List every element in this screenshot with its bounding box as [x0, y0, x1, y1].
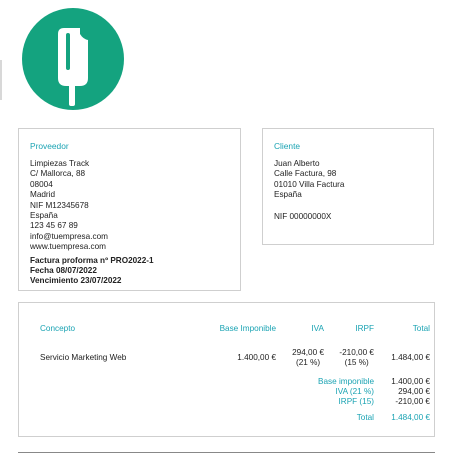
cliente-street: Calle Factura, 98 — [274, 169, 337, 179]
summary-total-value: 1.484,00 € — [391, 413, 430, 422]
invoice-date: Fecha 08/07/2022 — [30, 266, 97, 276]
row-base: 1.400,00 € — [237, 353, 276, 362]
cliente-title: Cliente — [274, 141, 301, 151]
proveedor-email: info@tuempresa.com — [30, 231, 108, 241]
header-concepto: Concepto — [40, 324, 76, 333]
proveedor-street: C/ Mallorca, 88 — [30, 169, 86, 179]
proveedor-website: www.tuempresa.com — [30, 242, 106, 252]
proveedor-title: Proveedor — [30, 141, 69, 151]
header-iva: IVA — [311, 324, 324, 333]
row-irpf-amount: -210,00 € — [339, 348, 374, 357]
proveedor-details — [30, 159, 154, 287]
row-irpf-rate: (15 %) — [344, 358, 369, 368]
proveedor-nif: NIF M12345678 — [30, 200, 89, 210]
invoice-items-card — [18, 302, 435, 437]
cliente-nif: NIF 00000000X — [274, 212, 332, 221]
summary-irpf-value: -210,00 € — [395, 397, 430, 406]
summary-base-value: 1.400,00 € — [391, 377, 430, 386]
row-iva — [292, 348, 324, 369]
invoice-number: Factura proforma nº PRO2022-1 — [30, 255, 154, 265]
cliente-name: Juan Alberto — [274, 159, 320, 168]
summary-iva-label: IVA (21 %) — [335, 387, 374, 396]
bottom-divider — [18, 452, 435, 453]
header-total: Total — [412, 324, 430, 333]
summary-irpf-label: IRPF (15) — [338, 397, 374, 406]
summary-iva-value: 294,00 € — [398, 387, 430, 396]
row-irpf — [339, 348, 374, 369]
popsicle-icon — [22, 8, 124, 110]
cliente-city: 01010 Villa Factura — [274, 179, 345, 189]
row-iva-amount: 294,00 € — [292, 348, 324, 357]
header-base-imponible: Base Imponible — [219, 324, 276, 333]
summary-total-label: Total — [356, 413, 374, 422]
proveedor-country: España — [30, 211, 58, 221]
proveedor-city: Madrid — [30, 190, 56, 200]
summary-base-label: Base imponible — [318, 377, 374, 386]
row-concepto: Servicio Marketing Web — [40, 353, 127, 362]
row-total: 1.484,00 € — [391, 353, 430, 362]
proveedor-card — [18, 128, 241, 291]
company-logo — [22, 8, 124, 110]
cliente-details — [274, 159, 344, 201]
proveedor-postcode: 08004 — [30, 179, 53, 189]
proveedor-phone: 123 45 67 89 — [30, 221, 78, 231]
header-irpf: IRPF — [355, 324, 374, 333]
proveedor-name: Limpiezas Track — [30, 159, 90, 168]
invoice-due-date: Vencimiento 23/07/2022 — [30, 276, 122, 286]
cliente-card — [262, 128, 434, 245]
row-iva-rate: (21 %) — [296, 358, 321, 368]
cliente-country: España — [274, 190, 302, 200]
page-edge-mark — [0, 60, 2, 100]
